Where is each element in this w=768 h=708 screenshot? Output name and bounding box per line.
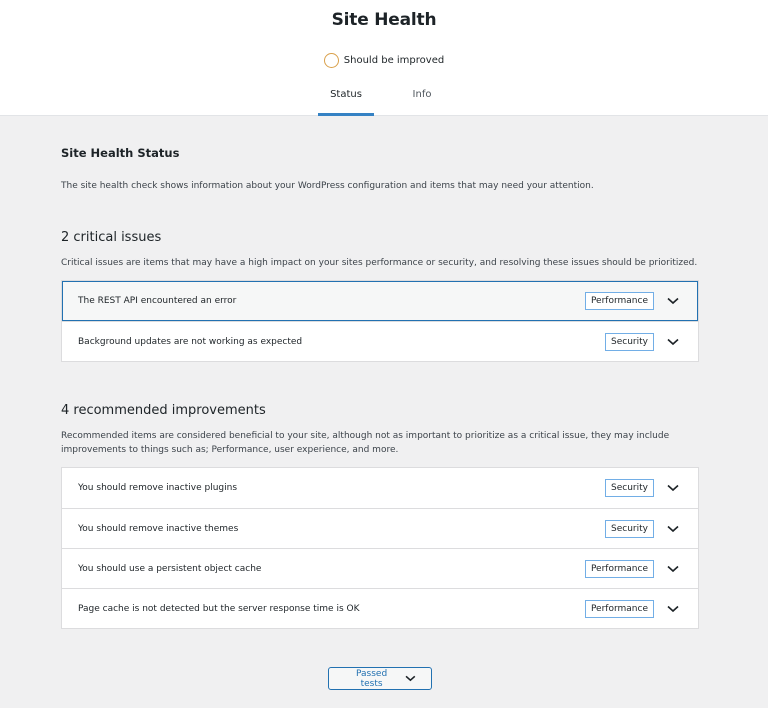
section-description: The site health check shows information about your WordPress configuration and items that may need your attention. [61, 181, 594, 191]
recommended-improvements-list [61, 467, 699, 629]
site-health-header [0, 0, 768, 116]
issue-rest-api[interactable] [62, 281, 698, 321]
category-badge: Performance [585, 560, 654, 578]
issue-background-updates[interactable] [62, 321, 698, 361]
status-circle-icon [324, 53, 339, 68]
improvement-inactive-themes[interactable] [62, 508, 698, 548]
category-badge: Performance [585, 292, 654, 310]
improvement-inactive-plugins[interactable] [62, 468, 698, 508]
improvement-object-cache[interactable] [62, 548, 698, 588]
issue-title: You should use a persistent object cache [78, 563, 262, 574]
chevron-down-icon [405, 675, 416, 682]
chevron-down-icon[interactable] [662, 525, 684, 533]
critical-issues-title: 2 critical issues [61, 230, 162, 245]
tab-info[interactable]: Info [412, 89, 432, 100]
tab-bar [0, 83, 768, 115]
issue-title: You should remove inactive plugins [78, 483, 238, 493]
passed-tests-container [61, 667, 699, 690]
recommended-improvements-description: Recommended items are considered beneficial to your site, although not as important to prioritize as a critical issue, they may include improvements to things such as; Performance, user experience, and more. [61, 431, 670, 455]
health-status [0, 53, 768, 68]
category-badge: Security [605, 520, 654, 538]
chevron-down-icon[interactable] [662, 565, 684, 573]
chevron-down-icon[interactable] [662, 484, 684, 492]
recommended-improvements-title: 4 recommended improvements [61, 403, 266, 418]
tab-status[interactable]: Status [318, 83, 374, 115]
status-label: Should be improved [343, 55, 445, 66]
main-content [0, 116, 768, 690]
critical-issues-list [61, 280, 699, 362]
chevron-down-icon[interactable] [662, 605, 684, 613]
chevron-down-icon[interactable] [662, 297, 684, 305]
improvement-page-cache[interactable] [62, 588, 698, 628]
category-badge: Security [605, 479, 654, 497]
category-badge: Security [605, 333, 654, 351]
page-title: Site Health [331, 10, 437, 30]
issue-title: The REST API encountered an error [78, 296, 237, 306]
chevron-down-icon[interactable] [662, 338, 684, 346]
passed-tests-button[interactable] [328, 667, 432, 690]
passed-tests-label: Passed tests [356, 668, 388, 689]
issue-title: Background updates are not working as expected [78, 336, 303, 347]
issue-title: Page cache is not detected but the server response time is OK [78, 603, 360, 614]
critical-issues-description: Critical issues are items that may have a high impact on your sites performance or security, and resolving these issues should be prioritized. [61, 258, 698, 268]
section-heading: Site Health Status [61, 146, 180, 160]
issue-title: You should remove inactive themes [78, 523, 239, 534]
category-badge: Performance [585, 600, 654, 618]
